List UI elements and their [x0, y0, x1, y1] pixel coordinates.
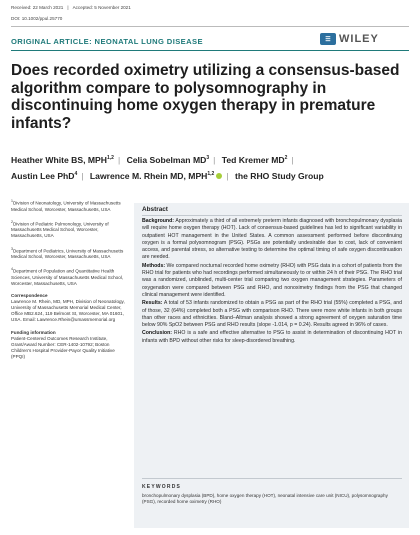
abstract-background: Background: Approximately a third of all extremely preterm infants diagnosed with bronchopulmonary dysplasia will require home oxygen therapy (HOT). Lack of consensus-based guidelines has led to significant variability in outpatient HOT management in the United States. A common assessment performed before discontinuing oxygen is a formal polysomnogram (PSG). PSGs are potentially undesirable due to cost, lack of convenient access, and parental stress, so alternative testing to determine the optimal timing of safe oxygen discontinuation are needed. — [142, 218, 402, 261]
publisher-mark-icon: ☰ — [320, 33, 336, 45]
affiliations-column — [11, 198, 127, 360]
abstract-divider — [142, 215, 402, 216]
author[interactable]: Heather White BS, MPH$^{1,2}$ — [11, 154, 114, 165]
affiliation: $^1$Division of Neonatology, University of Massachusetts Medical School, Worcester, Massachusetts, USA — [11, 199, 121, 212]
author-list: Heather White BS, MPH$^{1,2}$ | Celia Sobelman $MD^3$ | Ted Kremer $MD^2$ | Austin Lee PhD$^4$ | Lawrence M. Rhein MD, MPH$^{1,2}$ | the RHO Study Group — [11, 154, 324, 181]
author[interactable]: Celia Sobelman $MD^3$ — [126, 154, 210, 165]
abstract-methods: Methods: We compared nocturnal recorded home oximetry (RHO) with PSG data in a cohort of patients from the RHO trial for patients who had recordings performed simultaneously to or within 24 h of their PSG. The RHO trial was a randomized, unblinded, multi-center trial comparing two oxygen management strategies. Parameters of oxygenation were compared between PSG and RHO, and nonoximetry findings from the PSG that changed clinical management were identified. — [142, 262, 402, 298]
abstract-heading: Abstract — [142, 206, 168, 213]
keywords-text: bronchopulmonary dysplasia (BPD), home oxygen therapy (HOT), neonatal intensive care unit (NICU), polysomnography (PSG), recorded home oximetry (RHO) — [142, 493, 388, 505]
funding-text: Patient-Centered Outcomes Research Institute, Grant/Award Number: CER-1402-10792; Boston Children's Hospital Provider-Payor Quality Initiative (PPQI) — [11, 335, 115, 359]
header-divider — [11, 26, 409, 27]
affiliation: $^3$Department of Pediatrics, University of Massachusetts Medical School, Worcester, Massachusetts, USA — [11, 246, 124, 260]
article-title: Does recorded oximetry utilizing a consensus-based algorithm compare to polysomnography in discontinuing home oxygen therapy in premature infants? — [11, 62, 400, 132]
orcid-icon[interactable] — [216, 173, 222, 179]
author[interactable]: Ted Kremer $MD^2$ — [221, 154, 288, 165]
funding-heading: Funding information — [11, 329, 56, 335]
received-date: Received: 22 March 2021 — [11, 5, 64, 10]
abstract-results: Results: A total of 53 infants randomized to obtain a PSG as part of the RHO trial (55%) completed a PSG, and of those, 32 (64%) completed both a PSG with comparison RHO. There were more white infants in both groups than other races and ethnicities. Bland–Altman analysis showed a strong agreement of oxygen saturation time below 90% SpO2 between PSG and RHO results (slope -1.014, p = 0.24). Results agreed in 96% of cases. — [142, 300, 402, 329]
section-label: ORIGINAL ARTICLE: NEONATAL LUNG DISEASE — [11, 37, 203, 46]
publisher-logo — [320, 33, 379, 45]
author[interactable]: Lawrence M. Rhein MD, MPH$^{1,2}$ — [90, 171, 222, 181]
accepted-date: Accepted: 5 November 2021 — [72, 5, 131, 10]
correspondence-heading: Correspondence — [11, 293, 48, 299]
section-divider — [11, 50, 409, 51]
affiliation: $^4$Department of Population and Quantitative Health Sciences, University of Massachusetts Medical School, Worcester, Massachusetts, USA — [11, 267, 124, 286]
correspondence-text: Lawrence M. Rhein, MD, MPH, Division of Neonatology, University of Massachusetts Memorial Medical Center, Office MB2.624, 119 Belmont St, Worcester, MA 01601, USA. Email: Lawrence.Rhein@umassmemorial.org — [11, 299, 125, 323]
article-dates: Received: 22 March 2021 | Accepted: 5 November 2021 — [11, 5, 131, 10]
abstract-conclusion: Conclusion: RHO is a safe and effective alternative to PSG to assist in determination of discontinuing HOT in infants with BPD without other risks for sleep-disordered breathing. — [142, 330, 402, 344]
author[interactable]: Austin Lee PhD$^4$ — [11, 170, 78, 181]
keywords-heading: KEYWORDS — [142, 484, 182, 490]
keywords-divider — [142, 478, 402, 479]
doi-link[interactable]: DOI: 10.1002/ppul.25770 — [11, 16, 63, 21]
abstract-body — [142, 218, 402, 346]
affiliation: $^2$Division of Pediatric Pulmonology, University of Massachusetts Medical School, Worcester, Massachusetts, USA — [11, 219, 109, 239]
author-group[interactable]: the RHO Study Group — [234, 170, 324, 181]
publisher-name: WILEY — [339, 33, 379, 45]
